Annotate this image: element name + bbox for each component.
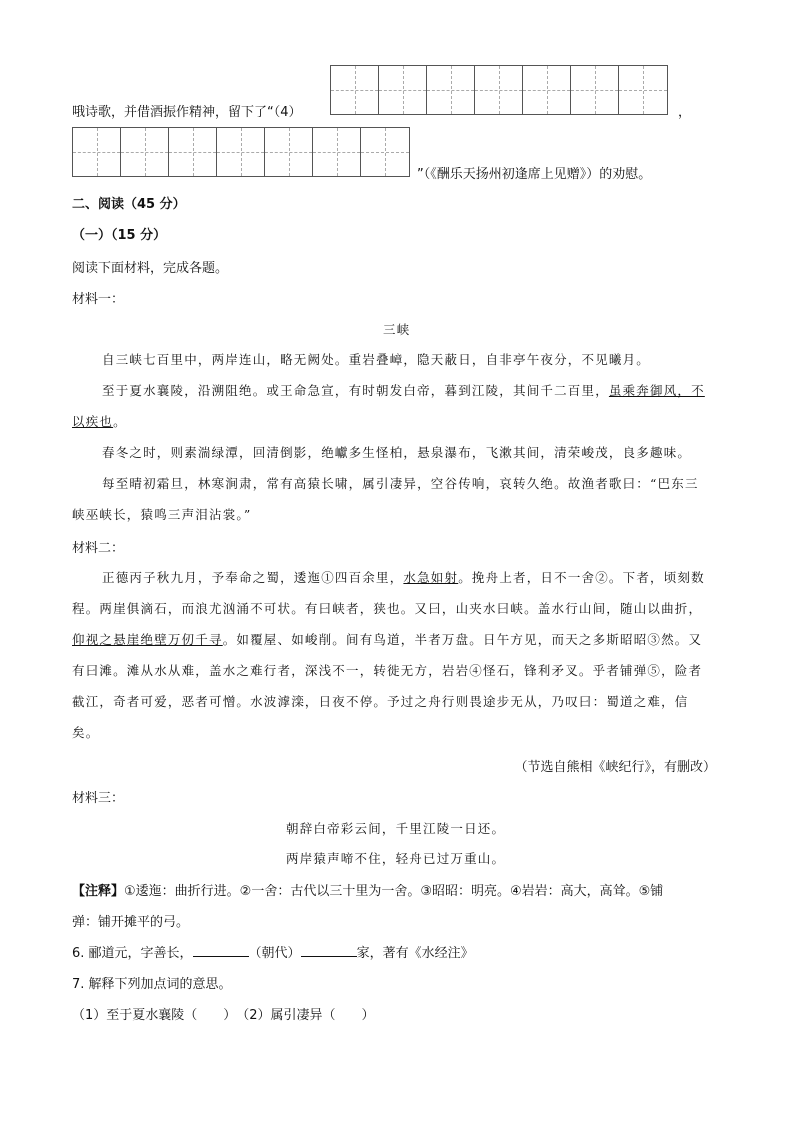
line1-comma: ， <box>678 105 692 120</box>
poem-line-1: 朝辞白帝彩云间，千里江陵一日还。 <box>286 821 506 836</box>
grid-cell[interactable] <box>121 128 169 176</box>
answer-grid-row-2[interactable] <box>72 127 410 177</box>
m2-line-5: 截江，奇者可爱，恶者可憎。水波滹滦，日夜不停。予过之舟行则畏途步无从，乃叹曰：蜀道之难，信 <box>72 694 689 709</box>
m2-line-4: 有曰滩。滩从水从难，盖水之难行者，深浅不一，转徙无方，岩岩④怪石，锋利矛叉。乎者铺弹⑤，险者 <box>72 663 703 678</box>
m1-para-2: 至于夏水襄陵，沿溯阻绝。或王命急宣，有时朝发白帝，暮到江陵，其间千二百里，虽乘奔御风，不 <box>102 383 705 398</box>
m2-source: （节选自熊相《峡纪行》，有删改） <box>514 760 716 775</box>
section-title: 二、阅读（45 分） <box>72 197 186 212</box>
grid-cell[interactable] <box>571 66 619 114</box>
answer-blank-role[interactable] <box>301 944 357 957</box>
grid-cell[interactable] <box>217 128 265 176</box>
grid-cell[interactable] <box>73 128 121 176</box>
grid-cell[interactable] <box>169 128 217 176</box>
m2-line-6: 矣。 <box>72 725 100 740</box>
grid-cell[interactable] <box>619 66 667 114</box>
grid-cell[interactable] <box>379 66 427 114</box>
m1-para-1: 自三峡七百里中，两岸连山，略无阙处。重岩叠嶂，隐天蔽日，自非亭午夜分，不见曦月。 <box>102 352 651 367</box>
material-3-label: 材料三： <box>72 791 125 806</box>
grid-cell[interactable] <box>331 66 379 114</box>
material-1-label: 材料一： <box>72 292 125 307</box>
m1-para-4-cont: 峡巫峡长，猿鸣三声泪沾裳。” <box>72 507 252 522</box>
grid-cell[interactable] <box>313 128 361 176</box>
question-7-stem: 7. 解释下列加点词的意思。 <box>72 977 232 992</box>
answer-grid-row-1[interactable] <box>330 65 668 115</box>
question-6: 6. 郦道元，字善长， （朝代） 家，著有《水经注》 <box>72 946 474 961</box>
grid-cell[interactable] <box>475 66 523 114</box>
instruction: 阅读下面材料，完成各题。 <box>72 261 229 276</box>
material-1-title: 三峡 <box>383 322 411 337</box>
poem-line-2: 两岸猿声啼不住，轻舟已过万重山。 <box>286 851 506 866</box>
answer-blank-dynasty[interactable] <box>193 944 249 957</box>
subsection-title: （一）（15 分） <box>72 228 167 243</box>
m2-line-2: 程。两崖俱滴石，而浪尤汹涌不可状。有曰峡者，狭也。又曰，山夹水曰峡。盖水行山间，随山以曲折， <box>72 601 703 616</box>
notes-line-2: 弹：铺开摊平的弓。 <box>72 915 190 930</box>
m1-para-4: 每至晴初霜旦，林寒涧肃，常有高猿长啸，属引凄异，空谷传响，哀转久绝。故渔者歌曰：“巴东三 <box>102 476 699 491</box>
m1-para-3: 春冬之时，则素湍绿潭，回清倒影，绝巘多生怪柏，悬泉瀑布，飞漱其间，清荣峻茂，良多趣味。 <box>102 445 692 460</box>
line2-end: ”（《酬乐天扬州初逢席上见赠》）的劝慰。 <box>417 167 652 182</box>
line1-text: 哦诗歌，并借酒振作精神，留下了“（4） <box>72 105 302 120</box>
m2-line-1: 正德丙子秋九月，予奉命之蜀，逶迤①四百余里，水急如射。挽舟上者，日不一舍②。下者，顷刻数 <box>102 570 705 585</box>
grid-cell[interactable] <box>265 128 313 176</box>
grid-cell[interactable] <box>361 128 409 176</box>
question-7-items: （1）至于夏水襄陵（ ） （2）属引凄异（ ） <box>72 1008 375 1023</box>
notes-line-1: 【注释】①逶迤：曲折行进。②一舍：古代以三十里为一舍。③昭昭：明亮。④岩岩：高大，高耸。⑤铺 <box>72 884 664 899</box>
m2-line-3: 仰视之悬崖绝壁万仞千寻。如覆屋、如峻削。间有鸟道，半者万盘。日午方见，而天之多斯昭昭③然。又 <box>72 632 703 647</box>
grid-cell[interactable] <box>523 66 571 114</box>
material-2-label: 材料二： <box>72 541 125 556</box>
m1-para-2-cont: 以疾也。 <box>72 414 127 429</box>
grid-cell[interactable] <box>427 66 475 114</box>
